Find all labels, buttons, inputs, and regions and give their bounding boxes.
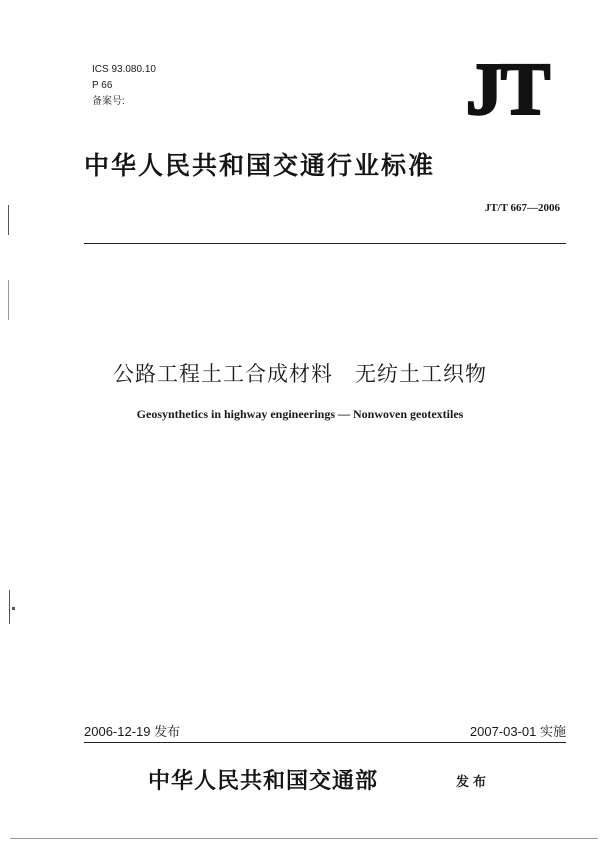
- ics-code: ICS 93.080.10: [92, 64, 156, 75]
- publish-label: 发布: [456, 775, 491, 790]
- classification-block: [92, 62, 156, 110]
- scan-artifact: [8, 280, 9, 320]
- scan-artifact: [12, 607, 15, 610]
- filing-number-label: 备案号:: [92, 96, 125, 107]
- ccs-code: P 66: [92, 80, 113, 91]
- scan-artifact: [8, 205, 9, 235]
- document-title-chinese: 公路工程土工合成材料 无纺土工织物: [113, 362, 487, 386]
- issue-date: 2006-12-19 发布: [84, 724, 181, 739]
- standard-code: JT/T 667—2006: [484, 202, 560, 214]
- footer-divider: [84, 742, 566, 743]
- jt-logo: [452, 56, 562, 120]
- document-title-english: Geosynthetics in highway engineerings — Nonwoven geotextiles: [136, 407, 464, 421]
- scan-artifact: [9, 590, 10, 624]
- implementation-date: 2007-03-01 实施: [469, 724, 566, 739]
- standard-category-title: 中华人民共和国交通行业标准: [84, 151, 436, 180]
- header-divider: [84, 243, 566, 244]
- page-bottom-rule: [10, 838, 598, 839]
- svg-text:JT: JT: [465, 56, 549, 120]
- publisher-name: 中华人民共和国交通部: [148, 769, 379, 794]
